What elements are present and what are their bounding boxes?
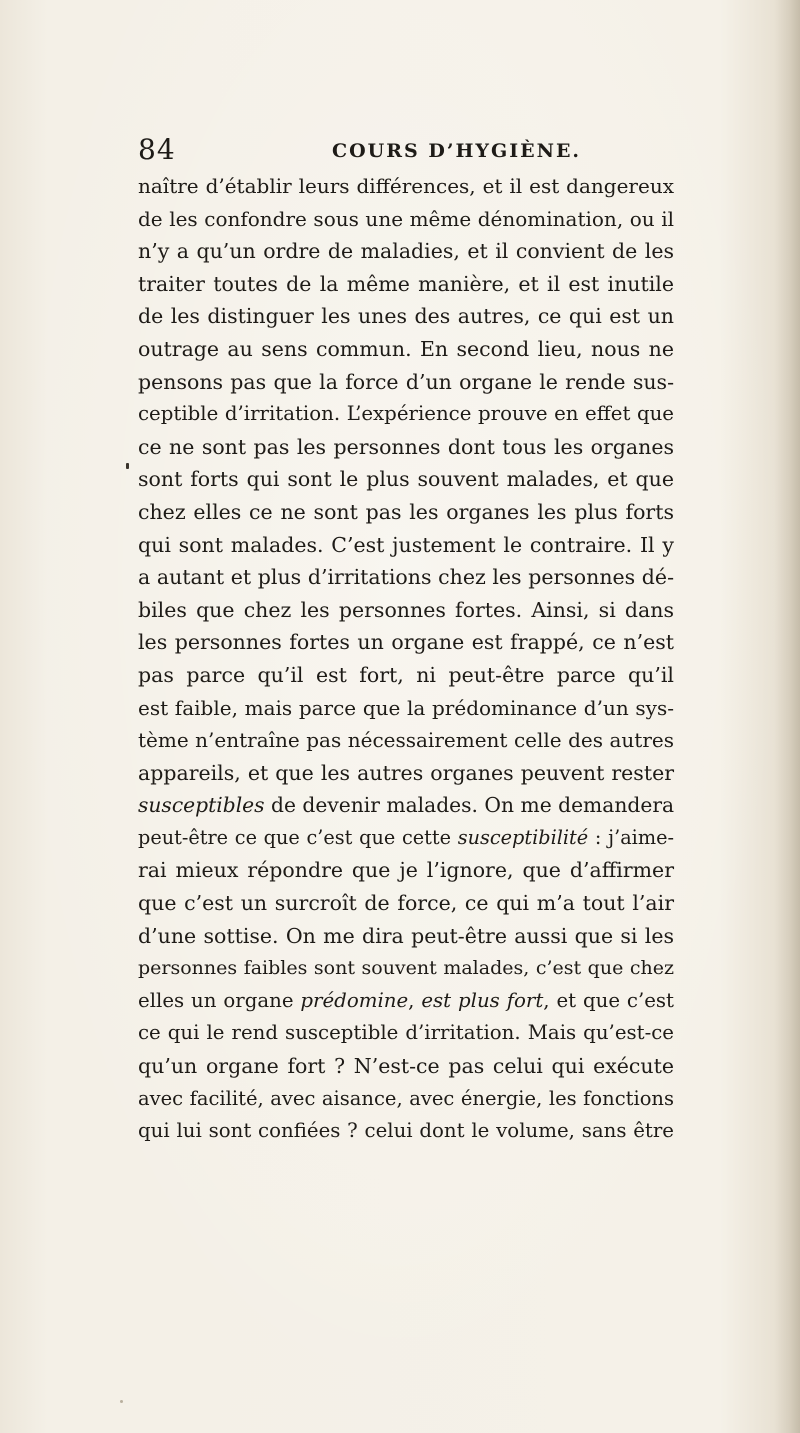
body-text: [138, 170, 674, 1148]
text-line: [138, 1050, 674, 1083]
text-line: [138, 463, 674, 496]
text-line: [138, 1083, 674, 1116]
italic-text: susceptibles: [138, 793, 265, 818]
text-line: [138, 985, 674, 1018]
text-segment: est faible, mais parce que la prédominance d’un sys-: [138, 695, 674, 720]
text-segment: ,: [408, 988, 422, 1012]
text-segment: de les distinguer les unes des autres, ce qui est un: [138, 304, 674, 329]
text-line: [138, 366, 674, 399]
text-line: [138, 203, 674, 236]
text-line: [138, 659, 674, 692]
text-line: [138, 952, 674, 985]
text-segment: traiter toutes de la même manière, et il est inutile: [138, 271, 674, 296]
text-segment: : j’aime-: [588, 825, 674, 849]
text-segment: naître d’établir leurs différences, et il est dangereux: [138, 174, 674, 198]
text-line: [138, 268, 674, 301]
text-segment: sont forts qui sont le plus souvent malades, et que: [138, 467, 674, 492]
margin-ink-mark: [126, 463, 129, 469]
italic-text: susceptibilité: [457, 825, 589, 849]
text-line: [138, 757, 674, 790]
text-segment: de les confondre sous une même dénomination, ou il: [138, 206, 674, 231]
text-line: [138, 170, 674, 203]
page-header: [138, 130, 678, 170]
text-line: [138, 300, 674, 333]
text-line: [138, 692, 674, 725]
text-segment: de devenir malades. On me demandera: [264, 793, 675, 818]
text-segment: biles que chez les personnes fortes. Ainsi, si dans: [138, 597, 674, 622]
text-line: [138, 431, 674, 464]
text-segment: personnes faibles sont souvent malades, c’est que chez: [138, 957, 674, 980]
text-segment: ceptible d’irritation. L’expérience prouve en effet que: [138, 402, 674, 426]
running-head: COURS D’HYGIÈNE.: [332, 140, 582, 162]
text-segment: qui sont malades. C’est justement le contraire. Il y: [138, 532, 674, 557]
text-line: [138, 561, 674, 594]
text-line: [138, 235, 674, 268]
page-edge-shadow: [774, 0, 800, 1433]
text-segment: avec facilité, avec aisance, avec énergie, les fonctions: [138, 1086, 674, 1110]
text-segment: , et que c’est: [543, 988, 674, 1012]
text-line: [138, 1017, 674, 1050]
text-line: [138, 789, 674, 822]
text-segment: que c’est un surcroît de force, ce qui m’a tout l’air: [138, 891, 674, 916]
italic-text: prédomine: [300, 988, 409, 1012]
text-segment: peut-être ce que c’est que cette: [138, 825, 458, 849]
text-segment: pensons pas que la force d’un organe le rende sus-: [138, 369, 674, 394]
text-line: [138, 398, 674, 431]
text-segment: qui lui sont confiées ? celui dont le volume, sans être: [138, 1119, 674, 1143]
text-segment: pas parce qu’il est fort, ni peut-être parce qu’il: [138, 662, 674, 687]
text-line: [138, 333, 674, 366]
text-segment: qu’un organe fort ? N’est-ce pas celui qui exécute: [138, 1054, 674, 1079]
text-segment: outrage au sens commun. En second lieu, nous ne: [138, 336, 674, 361]
text-line: [138, 594, 674, 627]
text-segment: tème n’entraîne pas nécessairement celle des autres: [138, 728, 674, 753]
italic-text: est plus fort: [421, 988, 544, 1012]
paper-spot: [120, 1400, 123, 1403]
text-line: [138, 854, 674, 887]
text-segment: d’une sottise. On me dira peut-être aussi que si les: [138, 923, 674, 948]
text-segment: les personnes fortes un organe est frappé, ce n’est: [138, 630, 674, 655]
text-segment: rai mieux répondre que je l’ignore, que d’affirmer: [138, 858, 674, 883]
text-line: [138, 887, 674, 920]
text-line: [138, 920, 674, 953]
text-line: [138, 496, 674, 529]
text-segment: ce qui le rend susceptible d’irritation. Mais qu’est-ce: [138, 1021, 674, 1045]
text-segment: chez elles ce ne sont pas les organes les plus forts: [138, 499, 674, 524]
text-segment: elles un organe: [138, 988, 301, 1012]
text-segment: n’y a qu’un ordre de maladies, et il convient de les: [138, 239, 674, 264]
text-line: [138, 529, 674, 562]
page-number: 84: [138, 133, 176, 166]
text-segment: appareils, et que les autres organes peuvent rester: [138, 760, 674, 785]
text-line: [138, 1115, 674, 1148]
text-segment: a autant et plus d’irritations chez les personnes dé-: [138, 565, 674, 590]
text-segment: ce ne sont pas les personnes dont tous les organes: [138, 434, 674, 459]
text-line: [138, 822, 674, 855]
text-line: [138, 626, 674, 659]
text-line: [138, 724, 674, 757]
